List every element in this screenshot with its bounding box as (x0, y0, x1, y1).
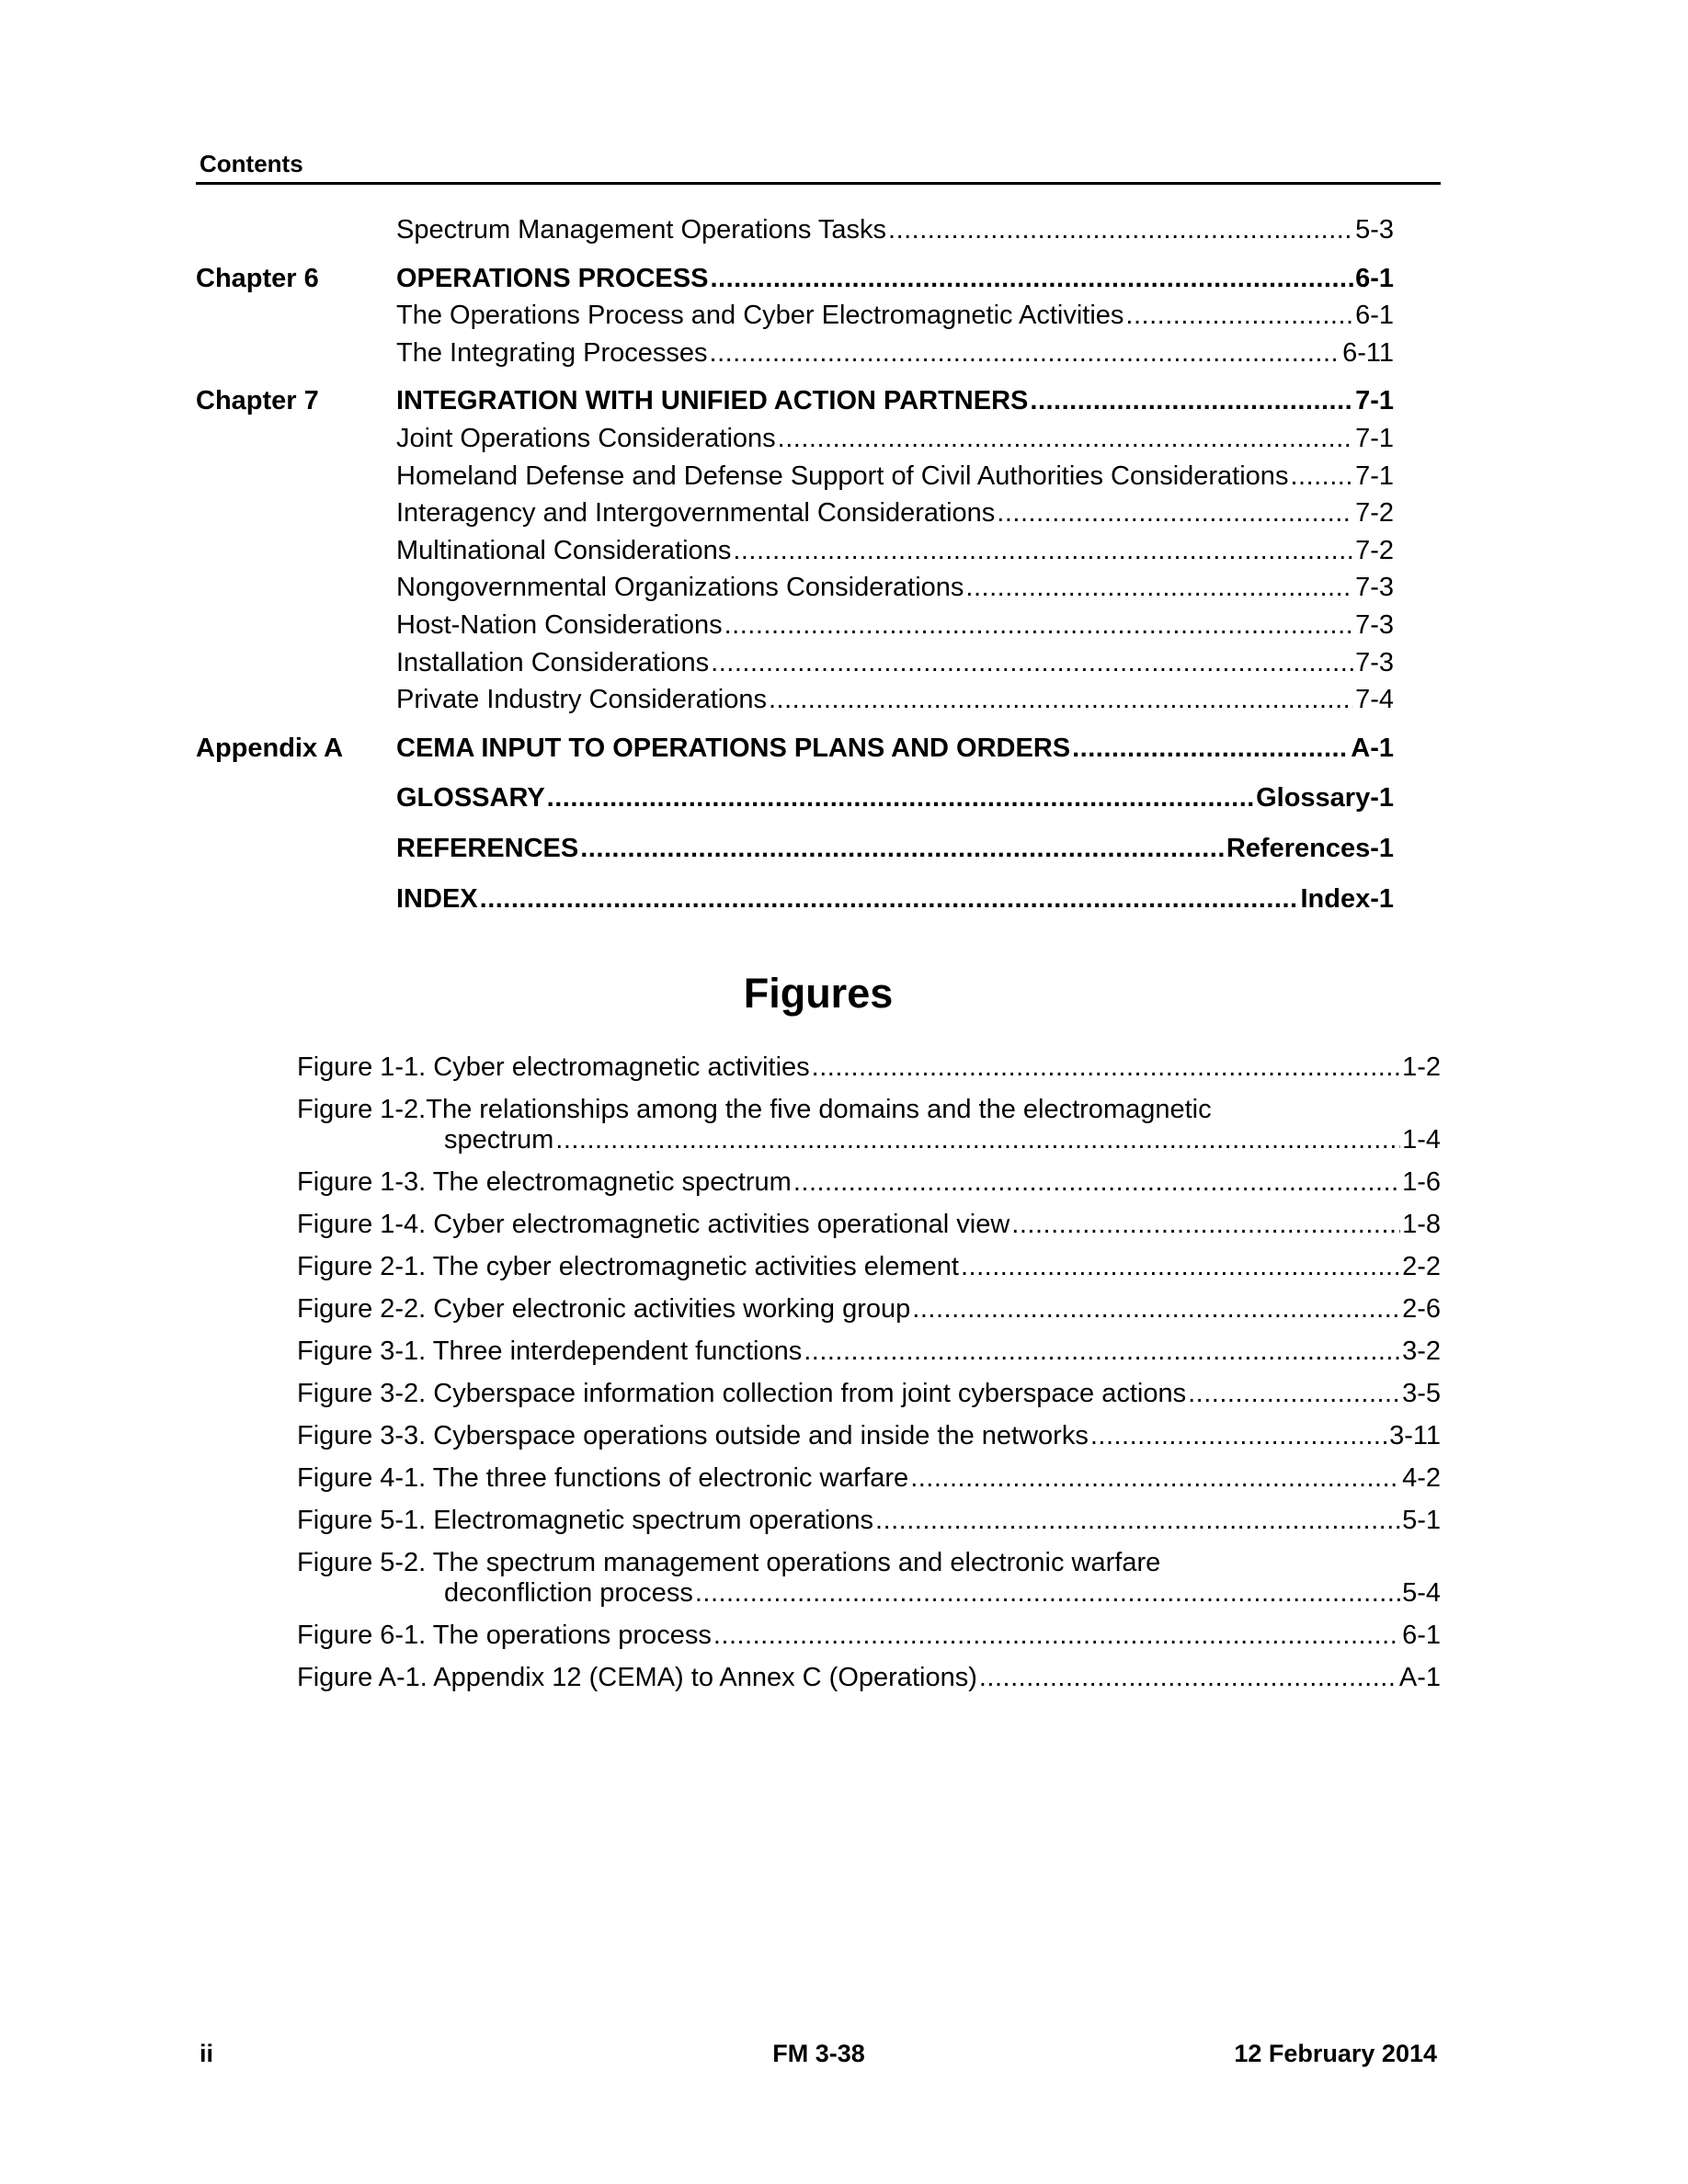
page-header (196, 147, 1441, 185)
figure-entry[interactable]: Figure 1-1. Cyber electromagnetic activities ..... 1-2 (297, 1052, 1441, 1083)
toc-entry[interactable]: Homeland Defense and Defense Support of Civil Authorities Considerations ..... 7-1 (396, 458, 1394, 495)
chapter-label: Chapter 7 (196, 386, 319, 416)
figure-entry[interactable]: Figure 5-1. Electromagnetic spectrum operations ..... 5-1 (297, 1506, 1441, 1536)
toc-entry[interactable]: Multinational Considerations ..... 7-2 (396, 532, 1394, 570)
figures-heading: Figures (743, 970, 894, 1017)
toc-entry[interactable]: Spectrum Management Operations Tasks ..... 5-3 (396, 211, 1394, 249)
toc-entry[interactable]: The Operations Process and Cyber Electromagnetic Activities ..... 6-1 (396, 297, 1394, 335)
toc-chapter-6 (196, 260, 1394, 372)
figure-entry[interactable]: Figure 2-2. Cyber electronic activities working group ..... 2-6 (297, 1294, 1441, 1325)
toc-references (196, 830, 1394, 868)
footer-publication: FM 3-38 (772, 2040, 865, 2067)
toc-index-entry[interactable]: INDEX ..... Index-1 (396, 881, 1394, 918)
footer-date: 12 February 2014 (1234, 2040, 1437, 2067)
figure-entry[interactable]: Figure 1-3. The electromagnetic spectrum ..... 1-6 (297, 1167, 1441, 1198)
toc-entry[interactable]: Private Industry Considerations ..... 7-4 (396, 681, 1394, 719)
header-title: Contents (200, 150, 303, 177)
footer-page-number: ii (200, 2040, 214, 2067)
toc-entry[interactable]: Interagency and Intergovernmental Considerations ..... 7-2 (396, 495, 1394, 532)
toc-chapter-7 (196, 382, 1394, 718)
toc-glossary (196, 779, 1394, 817)
toc-appendix-title[interactable]: CEMA INPUT TO OPERATIONS PLANS AND ORDERS ..... A-1 (396, 730, 1394, 768)
toc-entry[interactable]: The Integrating Processes ..... 6-11 (396, 335, 1394, 372)
toc-chapter-title[interactable]: INTEGRATION WITH UNIFIED ACTION PARTNERS ..... 7-1 (396, 382, 1394, 420)
page-footer (196, 2040, 1441, 2073)
figures-list (297, 1052, 1441, 1705)
figure-entry[interactable]: Figure 2-1. The cyber electromagnetic activities element ..... 2-2 (297, 1252, 1441, 1282)
figure-entry[interactable]: Figure A-1. Appendix 12 (CEMA) to Annex C (Operations) ..... A-1 (297, 1663, 1441, 1693)
figure-entry[interactable]: Figure 1-4. Cyber electromagnetic activities operational view ..... 1-8 (297, 1210, 1441, 1240)
toc-entry[interactable]: Host-Nation Considerations ..... 7-3 (396, 607, 1394, 644)
figure-entry[interactable]: Figure 3-2. Cyberspace information collection from joint cyberspace actions ..... 3-5 (297, 1379, 1441, 1409)
toc-chapter-title[interactable]: OPERATIONS PROCESS ..... 6-1 (396, 260, 1394, 298)
figure-entry[interactable]: Figure 4-1. The three functions of electronic warfare ..... 4-2 (297, 1463, 1441, 1494)
chapter-label: Chapter 6 (196, 263, 319, 293)
toc-entry[interactable]: Installation Considerations ..... 7-3 (396, 644, 1394, 682)
toc-appendix-a (196, 730, 1394, 768)
toc-index (196, 881, 1394, 918)
toc-entry[interactable]: Joint Operations Considerations ..... 7-1 (396, 420, 1394, 458)
appendix-label: Appendix A (196, 733, 344, 763)
figure-entry[interactable]: Figure 5-2. The spectrum management operations and electronic warfare deconfliction process ..... 5-4 (297, 1548, 1441, 1609)
figure-entry[interactable]: Figure 1-2.The relationships among the five domains and the electromagnetic spectrum ..... 1-4 (297, 1095, 1441, 1155)
figure-entry[interactable]: Figure 3-1. Three interdependent functions ..... 3-2 (297, 1337, 1441, 1367)
toc-continued-group (196, 211, 1394, 249)
figure-entry[interactable]: Figure 3-3. Cyberspace operations outside and inside the networks ..... 3-11 (297, 1421, 1441, 1451)
table-of-contents (196, 211, 1394, 917)
toc-glossary-entry[interactable]: GLOSSARY ..... Glossary-1 (396, 779, 1394, 817)
toc-entry[interactable]: Nongovernmental Organizations Considerations ..... 7-3 (396, 569, 1394, 607)
figure-entry[interactable]: Figure 6-1. The operations process ..... 6-1 (297, 1621, 1441, 1651)
toc-references-entry[interactable]: REFERENCES ..... References-1 (396, 830, 1394, 868)
